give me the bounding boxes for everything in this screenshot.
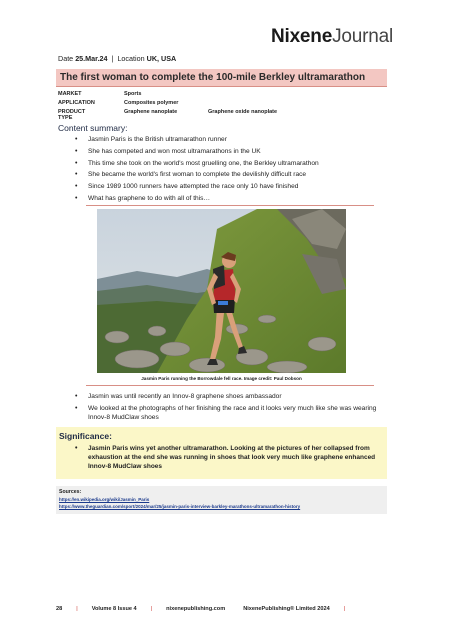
location-value: UK, USA xyxy=(146,54,177,63)
meta-separator: | xyxy=(111,54,114,63)
title-bar xyxy=(56,69,387,87)
spec-value: Composites polymer xyxy=(124,100,179,106)
article-meta xyxy=(58,54,176,63)
source-link[interactable]: https://en.wikipedia.org/wiki/Jasmin_Paris xyxy=(59,497,150,502)
source-link[interactable]: https://www.theguardian.com/sport/2024/mar/25/jasmin-paris-interview-barkley-marathons-ultramarathon-history xyxy=(59,504,301,509)
brand-name-light: Journal xyxy=(332,26,393,47)
list-item: • Jasmin was until recently an Innov-8 graphene shoes ambassador xyxy=(58,393,378,402)
summary-list xyxy=(58,136,378,207)
spec-value: Graphene nanoplate xyxy=(124,109,178,115)
spec-label: PRODUCT TYPE xyxy=(58,109,86,121)
list-item: • What has graphene to do with all of this… xyxy=(58,195,378,204)
list-item: • She became the world's first woman to complete the devilishly difficult race xyxy=(58,171,378,180)
volume-issue: Volume 8 Issue 4 xyxy=(91,606,137,612)
date-label: Date xyxy=(58,54,74,63)
divider xyxy=(86,385,374,386)
article-title: The first woman to complete the 100-mile Berkley ultramarathon xyxy=(60,72,366,83)
spec-label: MARKET xyxy=(58,91,82,97)
list-item: • We looked at the photographs of her finishing the race and it looks very much like she was wearing Innov-8 MudClaw shoes xyxy=(58,405,378,423)
sources-label: Sources: xyxy=(59,489,82,495)
spec-value-secondary: Graphene oxide nanoplate xyxy=(208,109,278,115)
significance-heading: Significance: xyxy=(59,431,112,441)
article-photo xyxy=(97,209,346,373)
significance-list xyxy=(58,445,383,474)
divider xyxy=(86,205,374,206)
list-item: • Jasmin Paris is the British ultramarathon runner xyxy=(58,136,378,145)
page-footer xyxy=(56,606,359,612)
sources-box xyxy=(56,486,387,514)
list-item: • This time she took on the world's most gruelling one, the Berkley ultramarathon xyxy=(58,160,378,169)
location-label: Location xyxy=(117,54,145,63)
list-item: • She has competed and won most ultramarathons in the UK xyxy=(58,148,378,157)
list-item: • Since 1989 1000 runners have attempted the race only 10 have finished xyxy=(58,183,378,192)
list-item: • Jasmin Paris wins yet another ultramarathon. Looking at the pictures of her collapsed from exhaustion at the end she was running in shoes that look very much like graphene enhanced Innov-8 MudClaw shoes xyxy=(58,445,383,471)
photo-caption: Jasmin Paris running the Borrowdale fell race. Image credit: Paul Dobson xyxy=(141,376,302,381)
brand-name-bold: Nixene xyxy=(270,26,333,47)
footer-separator: | xyxy=(150,606,153,612)
runner-photo-illustration xyxy=(97,209,346,373)
brand-logo xyxy=(271,26,393,48)
footer-site[interactable]: nixenepublishing.com xyxy=(166,606,226,612)
spec-label: APPLICATION xyxy=(58,100,95,106)
post-photo-list xyxy=(58,393,378,425)
footer-separator: | xyxy=(343,606,346,612)
footer-separator: | xyxy=(76,606,78,612)
footer-copyright: NixenePublishing® Limited 2024 xyxy=(243,606,330,612)
content-summary-heading: Content summary: xyxy=(58,123,128,133)
date-value: 25.Mar.24 xyxy=(75,54,108,63)
page-number: 28 xyxy=(56,606,63,612)
spec-value: Sports xyxy=(124,91,142,97)
